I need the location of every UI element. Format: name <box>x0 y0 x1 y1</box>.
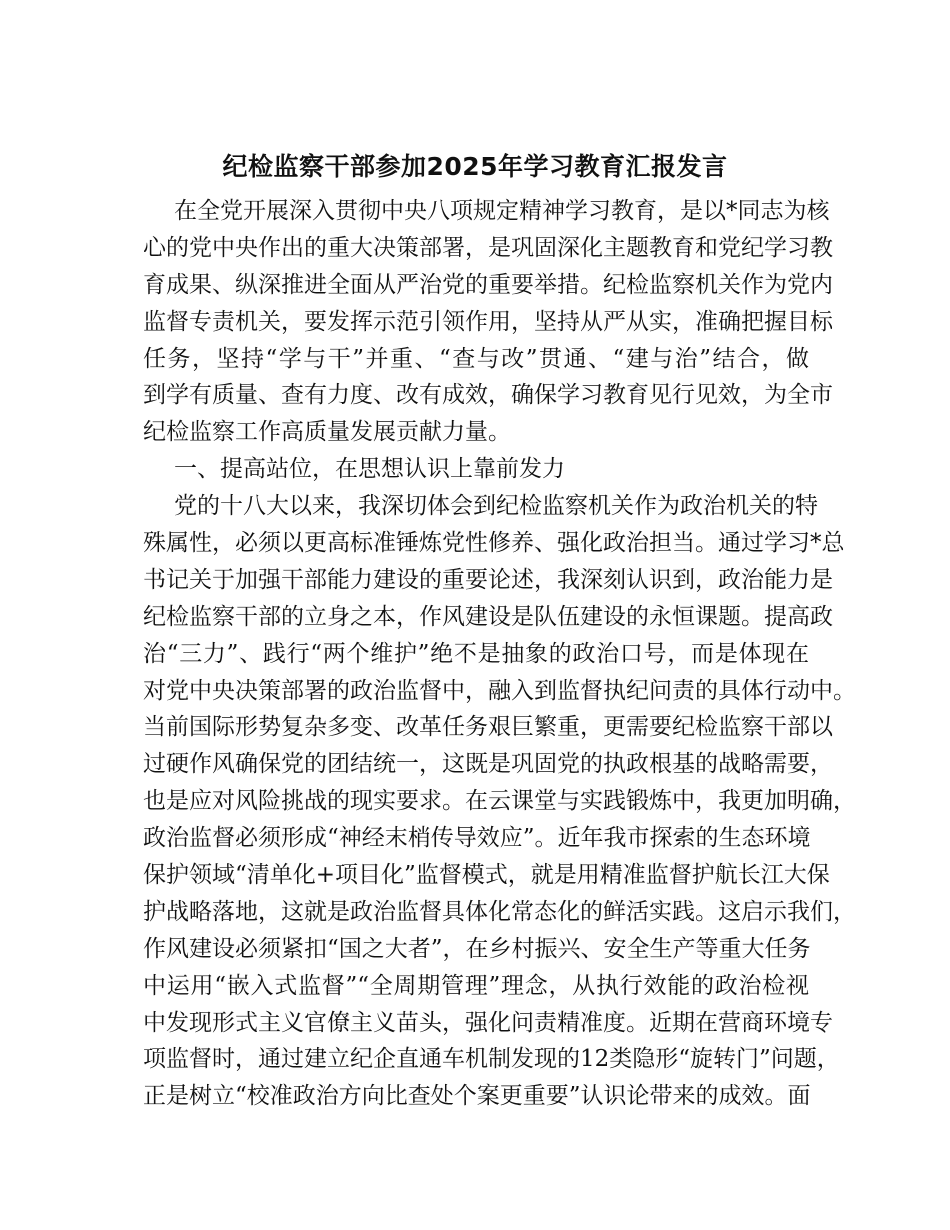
document-title: 纪检监察干部参加2025年学习教育汇报发言 <box>222 152 728 181</box>
text-line: 书记关于加强干部能力建设的重要论述，我深刻认识到，政治能力是 <box>143 566 833 593</box>
text-line: 纪检监察工作高质量发展贡献力量。 <box>143 419 511 446</box>
text-line: 对党中央决策部署的政治监督中，融入到监督执纪问责的具体行动中。 <box>143 677 856 704</box>
text-line: 保护领域“清单化+项目化”监督模式，就是用精准监督护航长江大保 <box>143 862 830 889</box>
text-line: 作风建设必须紧扣“国之大者”，在乡村振兴、安全生产等重大任务 <box>143 935 811 962</box>
text-line: 治“三力”、践行“两个维护”绝不是抽象的政治口号，而是体现在 <box>143 640 809 667</box>
text-line: 当前国际形势复杂多变、改革任务艰巨繁重，更需要纪检监察干部以 <box>143 714 833 741</box>
text-line: 项监督时，通过建立纪企直通车机制发现的12类隐形“旋转门”问题， <box>143 1046 840 1073</box>
text-line: 任务，坚持“学与干”并重、“查与改”贯通、“建与治”结合，做 <box>143 345 809 372</box>
text-line: 也是应对风险挑战的现实要求。在云课堂与实践锻炼中，我更加明确， <box>143 788 856 815</box>
document-body <box>143 193 856 1115</box>
paragraph-intro <box>143 193 833 451</box>
text-line: 监督专责机关，要发挥示范引领作用，坚持从严从实，准确把握目标 <box>143 308 833 335</box>
text-line: 心的党中央作出的重大决策部署，是巩固深化主题教育和党纪学习教 <box>143 234 833 261</box>
text-line: 中发现形式主义官僚主义苗头，强化问责精准度。近期在营商环境专 <box>143 1009 833 1036</box>
text-line: 纪检监察干部的立身之本，作风建设是队伍建设的永恒课题。提高政 <box>143 603 833 630</box>
text-line: 党的十八大以来，我深切体会到纪检监察机关作为政治机关的特 <box>174 493 818 520</box>
paragraph-section1 <box>143 488 856 1115</box>
text-line: 政治监督必须形成“神经末梢传导效应”。近年我市探索的生态环境 <box>143 825 811 852</box>
text-line: 护战略落地，这就是政治监督具体化常态化的鲜活实践。这启示我们， <box>143 898 856 925</box>
text-line: 到学有质量、查有力度、改有成效，确保学习教育见行见效，为全市 <box>143 382 833 409</box>
text-line: 在全党开展深入贯彻中央八项规定精神学习教育，是以*同志为核 <box>174 198 830 224</box>
text-line: 中运用“嵌入式监督”“全周期管理”理念，从执行效能的政治检视 <box>143 972 809 999</box>
text-line: 殊属性，必须以更高标准锤炼党性修养、强化政治担当。通过学习*总 <box>143 530 845 557</box>
section-heading: 一、提高站位，在思想认识上靠前发力 <box>174 456 565 483</box>
text-line: 过硬作风确保党的团结统一，这既是巩固党的执政根基的战略需要， <box>143 751 833 778</box>
text-line: 育成果、纵深推进全面从严治党的重要举措。纪检监察机关作为党内 <box>143 271 833 298</box>
text-line: 正是树立“校准政治方向比查处个案更重要”认识论带来的成效。面 <box>143 1083 811 1110</box>
